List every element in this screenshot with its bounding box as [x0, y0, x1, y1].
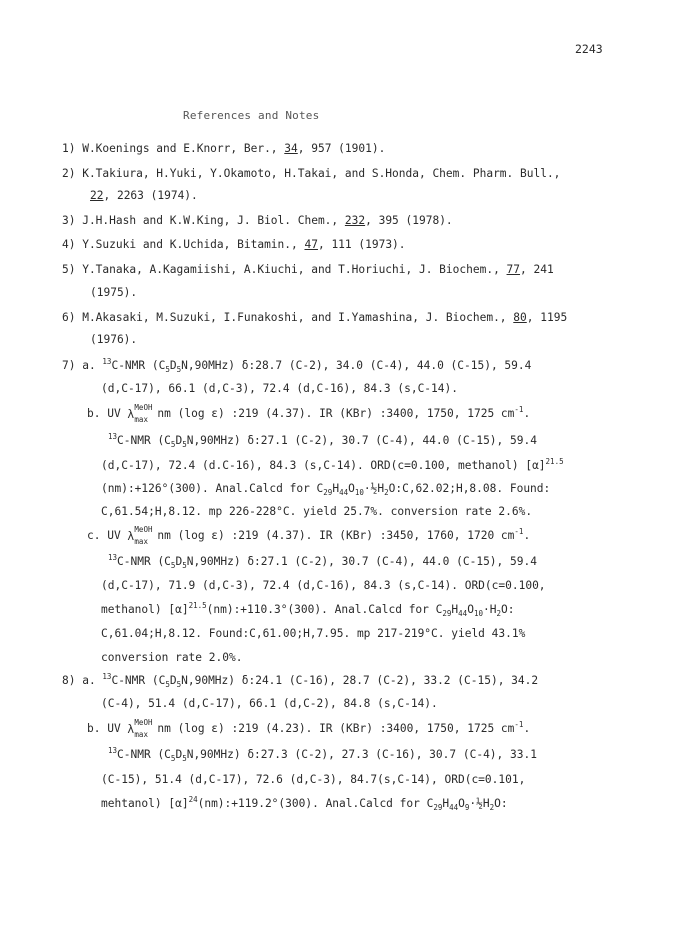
reference-7a: 7) a. $^{13}$C-NMR $(C_5D_5N,90MHz)$ δ:28.7 (C-2), 34.0 (C-4), 44.0 (C-15), 59.4 [62, 357, 532, 374]
reference-6-cont: (1976). [90, 333, 138, 346]
reference-7c: c. UV λ MeOH max nm (log ε) :219 (4.37). IR (KBr) :3450, 1760, 1720 $cm^{-1}$. [87, 525, 531, 546]
reference-8a-cont: (C-4), 51.4 (d,C-17), 66.1 (d,C-2), 84.8 (s,C-14). [101, 697, 438, 710]
reference-4: 4) Y.Suzuki and K.Uchida, Bitamin., 47, 111 (1973). [62, 238, 406, 251]
reference-7b-ord: (d,C-17), 72.4 (d.C-16), 84.3 (s,C-14). ORD(c=0.100, methanol) $[\alpha]^{21.5}$ [101, 457, 564, 472]
reference-8b-ord: (C-15), 51.4 (d,C-17), 72.6 (d,C-3), 84.7(s,C-14), ORD(c=0.101, [101, 773, 526, 786]
reference-7c-rate: conversion rate 2.0%. [101, 651, 243, 664]
reference-7c-ord: (d,C-17), 71.9 (d,C-3), 72.4 (d,C-16), 84.3 (s,C-14). ORD(c=0.100, [101, 579, 546, 592]
reference-5: 5) Y.Tanaka, A.Kagamiishi, A.Kiuchi, and T.Horiuchi, J. Biochem., 77, 241 [62, 263, 554, 276]
reference-8b-anal: mehtanol) $[\alpha]^{24}(nm):+119.2^\circ(300)$. Anal.Calcd for $C_{29}H_{44}O_9\cdot\frac{1}{2}H_2O$: [101, 795, 508, 812]
reference-7c-anal: methanol) $[\alpha]^{21.5}(nm):+110.3^\circ(300)$. Anal.Calcd for $C_{29}H_{44}O_{10}\cdot H_2O$: [101, 601, 515, 618]
references-heading: References and Notes [183, 109, 320, 122]
reference-2-cont: 22, 2263 (1974). [90, 189, 198, 202]
reference-7b-anal: (nm):+126°(300). Anal.Calcd for $C_{29}H_{44}O_{10}\cdot\frac{1}{2}H_2O:C,62.02;H,8.08$. Found: [101, 482, 551, 497]
reference-7c-nmr: $^{13}$C-NMR $(C_5D_5N,90MHz)$ δ:27.1 (C-2), 30.7 (C-4), 44.0 (C-15), 59.4 [108, 553, 537, 570]
reference-8b-nmr: $^{13}$C-NMR $(C_5D_5N,90MHz)$ δ:27.3 (C-2), 27.3 (C-16), 30.7 (C-4), 33.1 [108, 746, 537, 763]
reference-6: 6) M.Akasaki, M.Suzuki, I.Funakoshi, and I.Yamashina, J. Biochem., 80, 1195 [62, 311, 568, 324]
reference-7c-found: C,61.04;H,8.12. Found:C,61.00;H,7.95. mp 217-219°C. yield 43.1% [101, 627, 526, 640]
reference-7b-found: C,61.54;H,8.12. mp 226-228°C. yield 25.7%. conversion rate 2.6%. [101, 505, 533, 518]
reference-7a-cont: (d,C-17), 66.1 (d,C-3), 72.4 (d,C-16), 84.3 (s,C-14). [101, 382, 458, 395]
reference-5-cont: (1975). [90, 286, 138, 299]
reference-2: 2) K.Takiura, H.Yuki, Y.Okamoto, H.Takai, and S.Honda, Chem. Pharm. Bull., [62, 167, 561, 180]
page-number: 2243 [575, 42, 603, 56]
reference-1: 1) W.Koenings and E.Knorr, Ber., 34, 957 (1901). [62, 142, 386, 155]
reference-8a: 8) a. $^{13}$C-NMR $(C_5D_5N,90MHz)$ δ:24.1 (C-16), 28.7 (C-2), 33.2 (C-15), 34.2 [62, 672, 539, 689]
reference-7b-nmr: $^{13}$C-NMR $(C_5D_5N,90MHz)$ δ:27.1 (C-2), 30.7 (C-4), 44.0 (C-15), 59.4 [108, 432, 537, 449]
reference-7b: b. UV λ MeOH max nm (log ε) :219 (4.37). IR (KBr) :3400, 1750, 1725 $cm^{-1}$. [87, 403, 531, 424]
reference-8b: b. UV λ MeOH max nm (log ε) :219 (4.23). IR (KBr) :3400, 1750, 1725 $cm^{-1}$. [87, 718, 531, 739]
reference-3: 3) J.H.Hash and K.W.King, J. Biol. Chem., 232, 395 (1978). [62, 214, 453, 227]
